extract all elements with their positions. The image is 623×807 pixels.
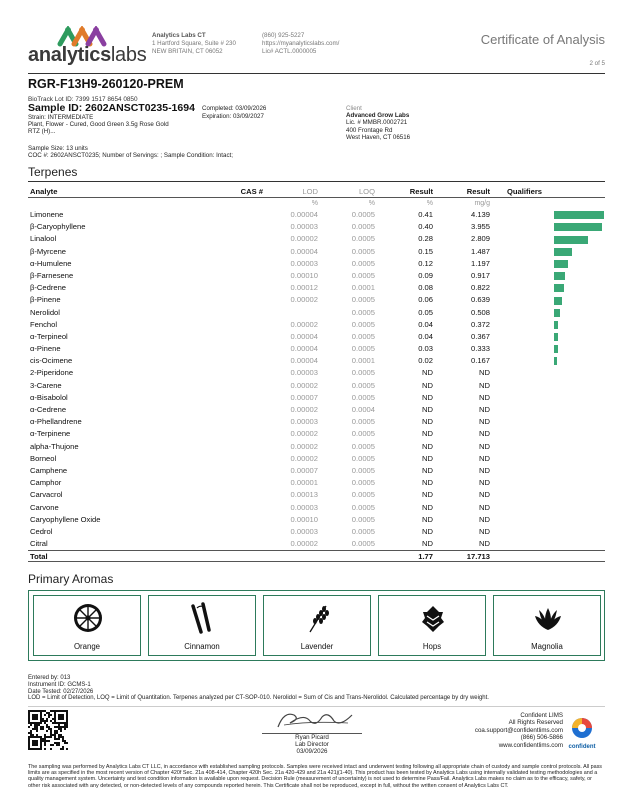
unit-pct: % bbox=[426, 200, 433, 207]
analyte-name: Caryophyllene Oxide bbox=[30, 514, 101, 524]
loq-value: 0.0005 bbox=[351, 246, 375, 256]
loq-value: 0.0004 bbox=[351, 405, 375, 414]
lod-value: 0.00002 bbox=[290, 429, 318, 439]
table-row bbox=[28, 221, 605, 233]
result-pct: 0.02 bbox=[418, 356, 433, 366]
table-row bbox=[28, 441, 605, 453]
lod-value: 0.00007 bbox=[290, 465, 318, 475]
analyte-name: Borneol bbox=[30, 453, 57, 463]
result-mg: 0.367 bbox=[470, 331, 490, 341]
confident-logo-text: confident bbox=[568, 744, 596, 750]
analyte-name: Camphene bbox=[30, 465, 68, 475]
lab-contact bbox=[262, 32, 339, 55]
table-row bbox=[28, 343, 605, 355]
lod-value: 0.00004 bbox=[290, 246, 318, 256]
analyte-name: Fenchol bbox=[30, 319, 58, 329]
lod-value: 0.00003 bbox=[290, 417, 318, 427]
loq-value: 0.0005 bbox=[351, 210, 375, 219]
total-label: Total bbox=[30, 552, 48, 562]
result-mg: ND bbox=[479, 478, 490, 488]
sample-id: Sample ID: 2602ANSCT0235-1694 bbox=[28, 102, 195, 114]
analyte-name: 3-Carene bbox=[30, 380, 62, 390]
aroma-label-magnolia: Magnolia bbox=[531, 642, 563, 651]
analyte-name: β-Pinene bbox=[30, 295, 61, 305]
client-label: Client bbox=[346, 105, 362, 112]
lod-value: 0.00004 bbox=[290, 331, 318, 341]
result-mg: ND bbox=[479, 380, 490, 390]
loq-value: 0.0005 bbox=[351, 453, 375, 463]
signer-info bbox=[262, 735, 362, 755]
table-row bbox=[28, 428, 605, 440]
unit-loq: % bbox=[368, 200, 375, 207]
analyte-name: α-Pinene bbox=[30, 344, 61, 354]
loq-value: 0.0005 bbox=[351, 234, 375, 244]
analyte-name: α-Cedrene bbox=[30, 405, 67, 414]
analyte-name: Carvacrol bbox=[30, 490, 63, 500]
table-row bbox=[28, 416, 605, 428]
result-mg: ND bbox=[479, 392, 490, 402]
lod-value: 0.00003 bbox=[290, 368, 318, 378]
lab-phone: (860) 925-5227 bbox=[262, 32, 305, 39]
table-total-row bbox=[28, 550, 605, 562]
lod-value: 0.00002 bbox=[290, 405, 318, 414]
lab-address-1: 1 Hartford Square, Suite # 230 bbox=[152, 39, 236, 47]
date-tested: Date Tested: 02/27/2026 bbox=[28, 688, 94, 695]
loq-value: 0.0005 bbox=[351, 465, 375, 475]
signer-title: Lab Director bbox=[295, 740, 329, 748]
aroma-label-lavender: Lavender bbox=[300, 642, 334, 651]
lab-info bbox=[152, 32, 236, 55]
sample-size-info bbox=[28, 145, 233, 159]
result-pct: 0.41 bbox=[418, 210, 433, 219]
result-mg: ND bbox=[479, 453, 490, 463]
aroma-card-lavender bbox=[263, 595, 371, 656]
result-mg: 2.809 bbox=[470, 234, 490, 244]
confident-rights: All Rights Reserved bbox=[508, 719, 563, 727]
lab-license: Lic# ACTL.0000005 bbox=[262, 47, 317, 55]
loq-value: 0.0005 bbox=[351, 270, 375, 280]
qualifier-bar bbox=[554, 284, 564, 292]
aroma-label-orange: Orange bbox=[73, 642, 100, 651]
lod-value: 0.00002 bbox=[290, 441, 318, 451]
sample-title: RGR-F13H9-260120-PREM bbox=[28, 77, 184, 91]
result-pct: 0.40 bbox=[418, 222, 433, 232]
confident-phone: (866) 506-5866 bbox=[520, 734, 563, 742]
client-address-2: West Haven, CT 06516 bbox=[346, 133, 411, 141]
loq-value: 0.0005 bbox=[351, 331, 375, 341]
loq-value: 0.0005 bbox=[351, 539, 375, 549]
qualifier-bar bbox=[554, 345, 558, 353]
table-row bbox=[28, 404, 605, 416]
table-header-row bbox=[28, 186, 605, 198]
lod-value: 0.00002 bbox=[290, 380, 318, 390]
header-divider bbox=[28, 73, 605, 74]
result-mg: ND bbox=[479, 368, 490, 378]
product-description-2: RTZ (H)... bbox=[28, 128, 56, 136]
lod-value: 0.00001 bbox=[290, 478, 318, 488]
table-row bbox=[28, 355, 605, 367]
lab-address-2: NEW BRITAIN, CT 06052 bbox=[152, 47, 223, 55]
lod-value: 0.00003 bbox=[290, 502, 318, 512]
lod-value: 0.00012 bbox=[290, 283, 318, 293]
analyte-name: α-Humulene bbox=[30, 258, 72, 268]
result-mg: 1.197 bbox=[470, 258, 490, 268]
result-mg: ND bbox=[479, 526, 490, 536]
confident-logo bbox=[560, 717, 604, 749]
result-pct: 0.04 bbox=[418, 331, 433, 341]
lab-website[interactable]: https://myanalyticslabs.com/ bbox=[262, 39, 340, 47]
result-mg: ND bbox=[479, 490, 490, 500]
result-mg: 0.167 bbox=[470, 356, 490, 366]
analyte-name: β-Cedrene bbox=[30, 283, 67, 293]
result-pct: ND bbox=[422, 478, 433, 488]
analyte-name: α-Terpineol bbox=[30, 331, 68, 341]
total-mg: 17.713 bbox=[466, 552, 490, 562]
result-mg: ND bbox=[479, 465, 490, 475]
result-mg: ND bbox=[479, 405, 490, 414]
qualifier-bar bbox=[554, 309, 560, 317]
unit-lod: % bbox=[311, 200, 318, 207]
loq-value: 0.0005 bbox=[351, 429, 375, 439]
table-row bbox=[28, 367, 605, 379]
client-license: Lic. # MMBR.0002721 bbox=[346, 119, 408, 127]
lod-value: 0.00002 bbox=[290, 319, 318, 329]
lod-value: 0.00010 bbox=[290, 514, 318, 524]
qualifier-bar bbox=[554, 236, 588, 244]
loq-value: 0.0005 bbox=[351, 307, 375, 317]
result-mg: 0.917 bbox=[470, 270, 490, 280]
loq-value: 0.0005 bbox=[351, 392, 375, 402]
result-mg: 0.822 bbox=[470, 283, 490, 293]
result-pct: 0.12 bbox=[418, 258, 433, 268]
result-pct: 0.15 bbox=[418, 246, 433, 256]
table-row bbox=[28, 477, 605, 489]
logo-wordmark: analyticslabs bbox=[28, 44, 147, 66]
analyte-name: α-Bisabolol bbox=[30, 392, 68, 402]
table-row bbox=[28, 307, 605, 319]
orange-slice-icon bbox=[72, 602, 104, 634]
sample-size: Sample Size: 13 units bbox=[28, 145, 88, 152]
client-address-1: 400 Frontage Rd bbox=[346, 126, 393, 134]
table-row bbox=[28, 331, 605, 343]
aroma-card-hops bbox=[378, 595, 486, 656]
signer-date: 03/09/2026 bbox=[296, 747, 328, 755]
loq-value: 0.0001 bbox=[351, 356, 375, 366]
result-mg: 0.508 bbox=[470, 307, 490, 317]
unit-mg: mg/g bbox=[474, 200, 490, 207]
result-pct: ND bbox=[422, 392, 433, 402]
col-result-pct: Result bbox=[409, 187, 433, 196]
aromas-heading: Primary Aromas bbox=[28, 572, 114, 586]
lavender-icon bbox=[302, 602, 334, 634]
result-mg: ND bbox=[479, 514, 490, 524]
lod-value: 0.00003 bbox=[290, 526, 318, 536]
aroma-card-orange bbox=[33, 595, 141, 656]
table-row bbox=[28, 489, 605, 501]
magnolia-icon bbox=[532, 602, 564, 634]
product-description: Plant, Flower - Cured, Good Green 3.5g Rose Gold bbox=[28, 121, 169, 129]
qualifier-bar bbox=[554, 357, 557, 365]
col-cas: CAS # bbox=[240, 187, 263, 196]
analyte-name: Nerolidol bbox=[30, 307, 60, 317]
result-mg: 0.333 bbox=[470, 344, 490, 354]
instrument-id: Instrument ID: GCMS-1 bbox=[28, 681, 91, 688]
result-pct: 0.03 bbox=[418, 344, 433, 354]
test-info bbox=[28, 675, 489, 702]
result-pct: ND bbox=[422, 380, 433, 390]
lod-value: 0.00002 bbox=[290, 295, 318, 305]
result-mg: ND bbox=[479, 502, 490, 512]
biotrack-lot-id: BioTrack Lot ID: 7399 1517 8654 0850 bbox=[28, 96, 138, 103]
aroma-card-cinnamon bbox=[148, 595, 256, 656]
qualifier-bar bbox=[554, 321, 558, 329]
table-row bbox=[28, 270, 605, 282]
col-analyte: Analyte bbox=[30, 187, 58, 196]
sample-details bbox=[28, 114, 169, 136]
table-row bbox=[28, 294, 605, 306]
lod-value: 0.00003 bbox=[290, 258, 318, 268]
result-pct: ND bbox=[422, 539, 433, 549]
result-mg: ND bbox=[479, 417, 490, 427]
result-pct: ND bbox=[422, 368, 433, 378]
analyte-name: Limonene bbox=[30, 210, 64, 219]
lod-value: 0.00002 bbox=[290, 234, 318, 244]
loq-value: 0.0005 bbox=[351, 319, 375, 329]
analyte-name: Cedrol bbox=[30, 526, 53, 536]
sample-dates bbox=[202, 105, 266, 121]
qualifier-bar bbox=[554, 211, 604, 219]
page-number: 2 of 5 bbox=[589, 60, 605, 67]
qualifier-bar bbox=[554, 248, 572, 256]
result-pct: ND bbox=[422, 526, 433, 536]
result-pct: ND bbox=[422, 417, 433, 427]
strain: Strain: INTERMEDIATE bbox=[28, 114, 94, 121]
lod-value: 0.00003 bbox=[290, 222, 318, 232]
loq-value: 0.0005 bbox=[351, 380, 375, 390]
loq-value: 0.0005 bbox=[351, 295, 375, 305]
loq-value: 0.0005 bbox=[351, 514, 375, 524]
result-mg: 0.639 bbox=[470, 295, 490, 305]
result-mg: ND bbox=[479, 429, 490, 439]
client-info bbox=[346, 105, 410, 141]
aromas-panel bbox=[28, 590, 605, 661]
table-row bbox=[28, 453, 605, 465]
result-pct: ND bbox=[422, 514, 433, 524]
result-pct: 0.06 bbox=[418, 295, 433, 305]
table-row bbox=[28, 538, 605, 550]
loq-value: 0.0005 bbox=[351, 478, 375, 488]
terpenes-heading: Terpenes bbox=[28, 165, 78, 179]
analyte-name: Citral bbox=[30, 539, 48, 549]
result-pct: ND bbox=[422, 490, 433, 500]
aroma-label-cinnamon: Cinnamon bbox=[184, 642, 220, 651]
cinnamon-stick-icon bbox=[187, 602, 219, 634]
table-row bbox=[28, 465, 605, 477]
signer-name: Ryan Picard bbox=[295, 734, 329, 741]
expiration-date: Expiration: 03/09/2027 bbox=[202, 112, 264, 120]
total-pct: 1.77 bbox=[418, 552, 433, 562]
result-mg: 1.487 bbox=[470, 246, 490, 256]
lod-value: 0.00004 bbox=[290, 210, 318, 219]
table-row bbox=[28, 514, 605, 526]
terpenes-rows bbox=[28, 209, 605, 550]
loq-value: 0.0005 bbox=[351, 344, 375, 354]
loq-value: 0.0005 bbox=[351, 441, 375, 451]
lod-value: 0.00002 bbox=[290, 539, 318, 549]
analyte-name: α-Phellandrene bbox=[30, 417, 82, 427]
analyte-name: Linalool bbox=[30, 234, 57, 244]
lab-name: Analytics Labs CT bbox=[152, 32, 206, 39]
loq-value: 0.0005 bbox=[351, 490, 375, 500]
result-pct: ND bbox=[422, 502, 433, 512]
col-qualifiers: Qualifiers bbox=[507, 187, 543, 196]
analyte-name: β-Farnesene bbox=[30, 270, 74, 280]
result-pct: ND bbox=[422, 429, 433, 439]
disclaimer: The sampling was performed by Analytics Labs CT LLC, in accordance with established sampling protocols. Samples were received intact and underwent testing following all appropriate chain of custody and sample control protocols. All pass limits are as specified in the most recent version of Chapter 420f Sec. 21a 408-414, Chapter 420h Sec. 21a 420-429 and 21a 421j(1-40). This product has been tested by Analytics Labs using internally validated testing methodologies and a quality management system. Uncertainty and test condition information is available upon request. Decision Rule (measurement of uncertainty) is not used to determine Pass/Fail. Analytics Labs makes no claim as to the efficacy, safety, or other risk associated with any detected, or non-detected levels of any compounds reported herein. This Certificate shall not be reproduced, except in full, without the written consent of Analytics Labs CT. bbox=[28, 764, 603, 789]
table-row bbox=[28, 258, 605, 270]
qualifier-bar bbox=[554, 333, 558, 341]
analyte-name: 2-Piperidone bbox=[30, 368, 74, 378]
loq-value: 0.0005 bbox=[351, 417, 375, 427]
table-row bbox=[28, 233, 605, 245]
analyte-name: Carvone bbox=[30, 502, 59, 512]
result-mg: 3.955 bbox=[470, 222, 490, 232]
document-title: Certificate of Analysis bbox=[480, 32, 605, 47]
lod-value: 0.00013 bbox=[290, 490, 318, 500]
confident-lims-info bbox=[475, 712, 563, 749]
table-row bbox=[28, 246, 605, 258]
entered-by: Entered by: 013 bbox=[28, 675, 71, 681]
loq-value: 0.0005 bbox=[351, 368, 375, 378]
terpenes-table bbox=[28, 186, 605, 562]
loq-value: 0.0005 bbox=[351, 526, 375, 536]
confident-website[interactable]: www.confidentlims.com bbox=[498, 741, 563, 749]
lod-note: LOD = Limit of Detection, LOQ = Limit of Quantitation. Terpenes analyzed per CT-SOP-010. Nerolidol = Sum of Cis and Trans-Nerolidol. Calculated percentage by dry weight. bbox=[28, 695, 489, 702]
completed-date: Completed: 03/09/2026 bbox=[202, 105, 267, 112]
result-pct: ND bbox=[422, 405, 433, 414]
lod-value: 0.00010 bbox=[290, 270, 318, 280]
result-pct: 0.08 bbox=[418, 283, 433, 293]
lod-value: 0.00007 bbox=[290, 392, 318, 402]
table-row bbox=[28, 282, 605, 294]
result-pct: ND bbox=[422, 465, 433, 475]
analyte-name: Camphor bbox=[30, 478, 62, 488]
table-row bbox=[28, 526, 605, 538]
result-mg: 4.139 bbox=[470, 210, 490, 219]
confident-email[interactable]: coa.support@confidentlims.com bbox=[474, 726, 563, 734]
result-pct: 0.28 bbox=[418, 234, 433, 244]
confident-logo-icon bbox=[571, 717, 593, 739]
col-lod: LOD bbox=[302, 187, 318, 196]
loq-value: 0.0005 bbox=[351, 258, 375, 268]
analyte-name: α-Terpinene bbox=[30, 429, 71, 439]
result-pct: 0.05 bbox=[418, 307, 433, 317]
analyte-name: β-Caryophyllene bbox=[30, 222, 86, 232]
table-row bbox=[28, 392, 605, 404]
qualifier-bar bbox=[554, 260, 568, 268]
table-units-row bbox=[28, 198, 605, 209]
result-mg: ND bbox=[479, 441, 490, 451]
loq-value: 0.0005 bbox=[351, 222, 375, 232]
qr-code-icon[interactable] bbox=[28, 710, 68, 750]
confident-name: Confident LIMS bbox=[520, 712, 563, 719]
table-row bbox=[28, 502, 605, 514]
table-row bbox=[28, 380, 605, 392]
analyte-name: cis-Ocimene bbox=[30, 356, 73, 366]
qualifier-bar bbox=[554, 297, 562, 305]
analyte-name: alpha-Thujone bbox=[30, 441, 79, 451]
analyte-name: β-Myrcene bbox=[30, 246, 67, 256]
result-pct: ND bbox=[422, 441, 433, 451]
result-pct: ND bbox=[422, 453, 433, 463]
col-loq: LOQ bbox=[358, 187, 375, 196]
table-row bbox=[28, 209, 605, 221]
table-row bbox=[28, 319, 605, 331]
loq-value: 0.0005 bbox=[351, 502, 375, 512]
lod-value: 0.00004 bbox=[290, 344, 318, 354]
lod-value: 0.00002 bbox=[290, 453, 318, 463]
signature-icon bbox=[270, 707, 360, 733]
qualifier-bar bbox=[554, 272, 565, 280]
result-mg: ND bbox=[479, 539, 490, 549]
aroma-label-hops: Hops bbox=[422, 642, 442, 651]
coc-info: COC #: 2602ANSCT0235; Number of Servings: ; Sample Condition: Intact; bbox=[28, 152, 233, 160]
hops-icon bbox=[417, 602, 449, 634]
loq-value: 0.0001 bbox=[351, 283, 375, 293]
result-pct: 0.09 bbox=[418, 270, 433, 280]
aroma-card-magnolia bbox=[493, 595, 601, 656]
result-mg: 0.372 bbox=[470, 319, 490, 329]
terpenes-divider bbox=[28, 181, 605, 182]
client-name: Advanced Grow Labs bbox=[346, 112, 410, 120]
qualifier-bar bbox=[554, 223, 602, 231]
lod-value: 0.00004 bbox=[290, 356, 318, 366]
col-result-mg: Result bbox=[466, 187, 490, 196]
result-pct: 0.04 bbox=[418, 319, 433, 329]
